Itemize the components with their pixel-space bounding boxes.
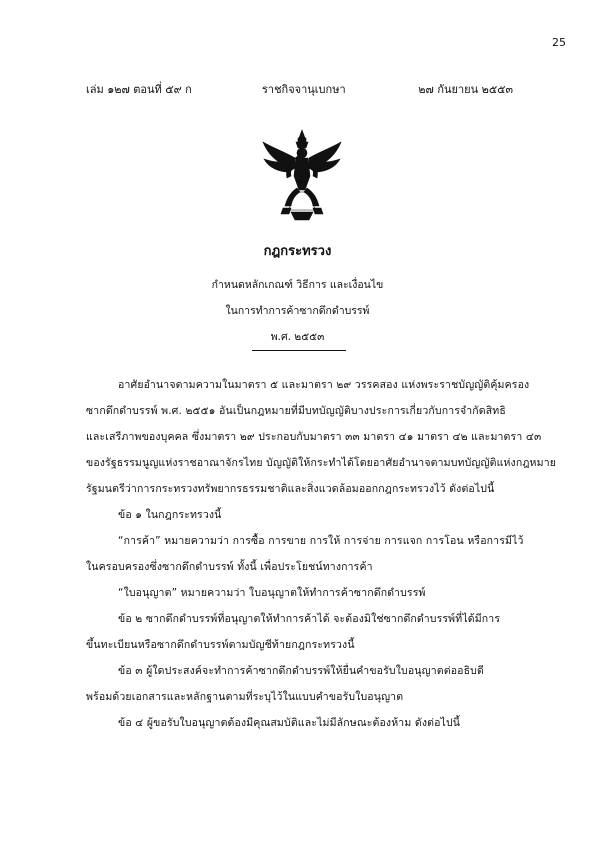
body-line: และเสรีภาพของบุคคล ซึ่งมาตรา ๒๙ ประกอบกับมาตรา ๓๓ มาตรา ๔๑ มาตรา ๔๒ และมาตรา ๔๓ [86, 431, 542, 443]
body-line: ขึ้นทะเบียนหรือซากดึกดำบรรพ์ตามบัญชีท้ายกฎกระทรวงนี้ [86, 639, 355, 651]
title-divider [252, 350, 346, 351]
body-line: ซากดึกดำบรรพ์ พ.ศ. ๒๕๕๑ อันเป็นกฎหมายที่มีบทบัญญัติบางประการเกี่ยวกับการจำกัดสิทธิ [86, 405, 506, 417]
body-line: “การค้า” หมายความว่า การซื้อ การขาย การให้ การจ่าย การแจก การโอน หรือการมีไว้ [118, 535, 524, 547]
body-line: ข้อ ๒ ซากดึกดำบรรพ์ที่อนุญาตให้ทำการค้าได้ จะต้องมิใช่ซากดึกดำบรรพ์ที่ได้มีการ [118, 613, 501, 625]
body-line: ของรัฐธรรมนูญแห่งราชอาณาจักรไทย บัญญัติให้กระทำได้โดยอาศัยอำนาจตามบทบัญญัติแห่งกฎหมาย [86, 457, 557, 469]
body-line: พร้อมด้วยเอกสารและหลักฐานตามที่ระบุไว้ในแบบคำขอรับใบอนุญาต [86, 691, 404, 703]
document-title: กฎกระทรวง [263, 244, 332, 259]
body-line: ข้อ ๑ ในกฎกระทรวงนี้ [118, 509, 222, 521]
header-date: ๒๗ กันยายน ๒๕๕๓ [418, 83, 513, 96]
body-line: ข้อ ๓ ผู้ใดประสงค์จะทำการค้าซากดึกดำบรรพ์ให้ยื่นคำขอรับใบอนุญาตต่ออธิบดี [118, 665, 484, 677]
body-line: “ใบอนุญาต” หมายความว่า ใบอนุญาตให้ทำการค้าซากดึกดำบรรพ์ [118, 587, 426, 599]
subtitle-line-3: พ.ศ. ๒๕๕๓ [270, 331, 325, 343]
header-gazette: ราชกิจจานุเบกษา [262, 83, 346, 96]
page-number: 25 [552, 36, 566, 49]
body-line: รัฐมนตรีว่าการกระทรวงทรัพยากรธรรมชาติและสิ่งแวดล้อมออกกฎกระทรวงไว้ ดังต่อไปนี้ [86, 483, 495, 495]
body-line: ในครอบครองซึ่งซากดึกดำบรรพ์ ทั้งนี้ เพื่อประโยชน์ทางการค้า [86, 561, 373, 573]
garuda-emblem-icon [261, 128, 343, 225]
body-line: อาศัยอำนาจตามความในมาตรา ๕ และมาตรา ๒๙ วรรคสอง แห่งพระราชบัญญัติคุ้มครอง [118, 379, 530, 391]
header-volume: เล่ม ๑๒๗ ตอนที่ ๕๙ ก [86, 83, 192, 96]
body-line: ข้อ ๔ ผู้ขอรับใบอนุญาตต้องมีคุณสมบัติและไม่มีลักษณะต้องห้าม ดังต่อไปนี้ [118, 717, 461, 729]
subtitle-line-2: ในการทำการค้าซากดึกดำบรรพ์ [225, 305, 370, 317]
subtitle-line-1: กำหนดหลักเกณฑ์ วิธีการ และเงื่อนไข [211, 279, 384, 291]
